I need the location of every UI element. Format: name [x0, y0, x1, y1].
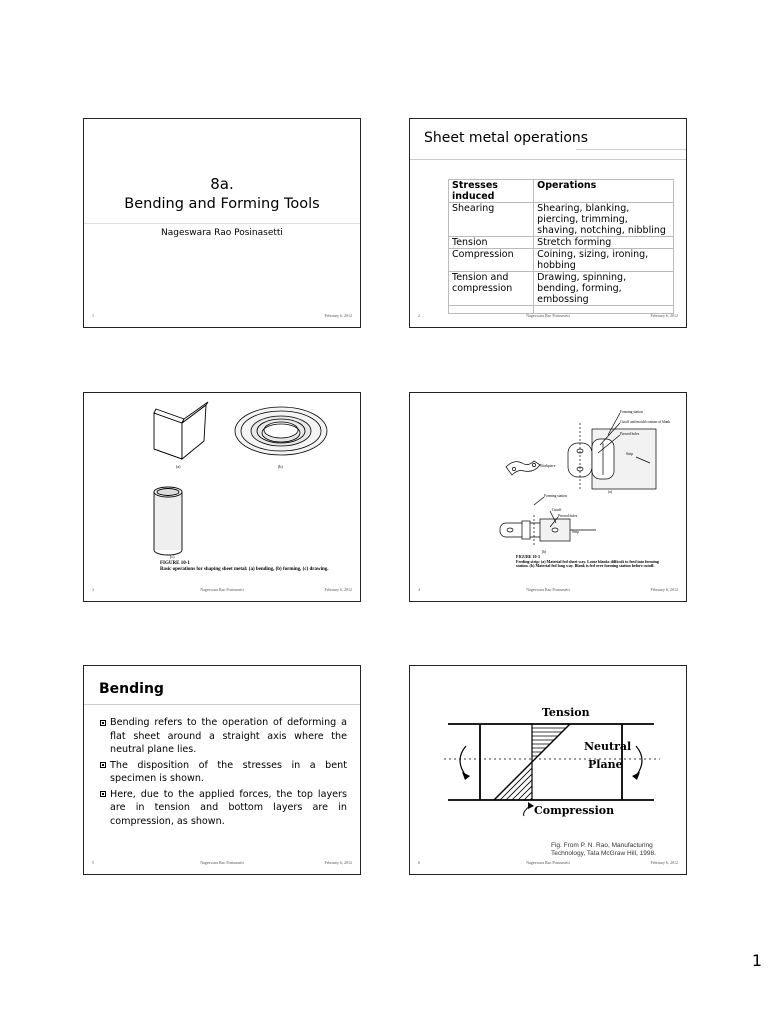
figure-caption-text: Basic operations for shaping sheet metal: (a) bending, (b) forming, (c) drawing. — [160, 566, 329, 572]
footer-number: 6 — [418, 860, 420, 865]
slide-header — [84, 666, 360, 705]
list-item — [100, 759, 347, 786]
bullet-text: The disposition of the stresses in a bent specimen is shown. — [110, 759, 347, 784]
formed-ring-drawing — [235, 407, 327, 455]
left-moment-arrow — [460, 746, 466, 776]
label-cutoff: Cutoff and mould contour of blank — [620, 420, 671, 424]
figure-caption-title: FIGURE 10-1 — [160, 561, 190, 566]
list-item — [100, 716, 347, 757]
table-cell: Shearing, blanking, piercing, trimming, shaving, notching, nibbling — [534, 203, 674, 237]
slide-bending-stress-diagram — [409, 665, 687, 875]
tension-label: Tension — [542, 706, 590, 719]
table-cell: Drawing, spinning, bending, forming, embossing — [534, 272, 674, 306]
slide-footer — [92, 587, 352, 595]
label-pierced-holes-2: Pierced holes — [558, 514, 578, 518]
label-c: (c) — [170, 554, 175, 559]
citation-line: Fig. From P. N. Rao, Manufacturing — [551, 842, 653, 849]
citation-line: Technology, Tata McGraw Hill, 1998. — [551, 850, 656, 857]
footer-author: Nageswara Rao Posinasetti — [200, 587, 244, 592]
slide-figure-10-3 — [409, 392, 687, 602]
bullet-text: Bending refers to the operation of deforming a flat sheet around a straight axis where the neutral plane lies. — [110, 717, 347, 755]
table-header-operations: Operations — [534, 180, 674, 203]
label-forming-station-2: Forming station — [544, 494, 567, 498]
footer-number: 4 — [418, 587, 420, 592]
slide-footer — [418, 860, 678, 868]
footer-date: February 6, 2012 — [324, 313, 352, 318]
stress-diagram — [410, 666, 686, 836]
label-strip: Strip — [626, 452, 633, 456]
table-cell: Coining, sizing, ironing, hobbing — [534, 249, 674, 272]
drawn-cup-drawing — [154, 487, 182, 555]
bent-sheet-drawing — [154, 402, 208, 459]
label-b: (b) — [278, 464, 283, 469]
footer-number: 5 — [92, 860, 94, 865]
table-header-stresses: Stresses induced — [449, 180, 534, 203]
bullet-box-icon — [100, 720, 106, 726]
footer-author: Nageswara Rao Posinasetti — [526, 587, 570, 592]
figure-caption-text: Feeding strip: (a) Material fed sheet way. Loose blanks difficult to feed into forming station. (b) Material fed long way. Blank is fed over forming station before cutoff. — [516, 558, 659, 569]
label-cutoff-2: Cutoff — [552, 508, 562, 512]
sheet-metal-figure — [84, 393, 360, 573]
header-rule — [576, 149, 686, 150]
slide-heading: Sheet metal operations — [424, 130, 589, 146]
slide-number-heading: 8a. — [210, 175, 234, 193]
author: Nageswara Rao Posinasetti — [161, 228, 283, 238]
footer-date: February 6, 2012 — [324, 860, 352, 865]
slide-bending — [83, 665, 361, 875]
page-number: 1 — [751, 951, 762, 970]
label-part-a: (a) — [608, 490, 612, 494]
footer-number: 3 — [92, 587, 94, 592]
footer-number: 1 — [92, 313, 94, 318]
footer-author: Nageswara Rao Posinasetti — [200, 860, 244, 865]
table-cell: Stretch forming — [534, 237, 674, 249]
footer-date: February 6, 2012 — [650, 587, 678, 592]
list-item — [100, 788, 347, 829]
label-forming-station: Forming station — [620, 410, 643, 414]
table-cell: Tension and compression — [449, 272, 534, 306]
table-cell: Compression — [449, 249, 534, 272]
footer-date: February 6, 2012 — [324, 587, 352, 592]
figure-citation — [551, 842, 656, 858]
table-cell: Shearing — [449, 203, 534, 237]
label-pierced-holes: Pierced holes — [620, 432, 640, 436]
table-row — [449, 272, 674, 306]
figure-caption — [160, 561, 340, 572]
label-workpiece: Workpiece — [540, 464, 556, 468]
right-moment-arrow — [636, 746, 642, 776]
table-row — [449, 203, 674, 237]
neutral-label: Neutral — [584, 740, 632, 753]
compression-label: Compression — [534, 804, 615, 817]
slide-header — [410, 119, 686, 160]
figure-caption-title: FIGURE 10-3 — [516, 554, 540, 559]
label-strip-2: Strip — [572, 530, 579, 534]
plane-label: Plane — [588, 758, 623, 771]
footer-date: February 6, 2012 — [650, 860, 678, 865]
footer-number: 2 — [418, 313, 420, 318]
slide-footer — [418, 587, 678, 595]
feeding-strip-figure — [410, 393, 686, 563]
footer-author: Nageswara Rao Posinasetti — [526, 860, 570, 865]
bullet-box-icon — [100, 791, 106, 797]
bullet-text: Here, due to the applied forces, the top layers are in tension and bottom layers are in compression, as shown. — [110, 788, 347, 827]
figure-caption — [516, 555, 666, 569]
slide-title-text: Bending and Forming Tools — [124, 196, 320, 212]
table-row — [449, 237, 674, 249]
slide-footer — [92, 860, 352, 868]
slide-title — [83, 118, 361, 328]
bullet-list — [100, 716, 347, 830]
label-part-b: (b) — [542, 550, 547, 554]
footer-date: February 6, 2012 — [650, 313, 678, 318]
tension-hatch — [532, 728, 575, 756]
footer-author: Nageswara Rao Posinasetti — [526, 313, 570, 318]
slide-heading: Bending — [99, 681, 164, 697]
slide-footer — [418, 313, 678, 321]
slide-footer — [92, 313, 352, 321]
label-a: (a) — [176, 464, 181, 469]
slide-figure-10-1 — [83, 392, 361, 602]
slide-sheet-metal-operations — [409, 118, 687, 328]
operations-table — [448, 179, 674, 314]
table-row — [449, 249, 674, 272]
bullet-box-icon — [100, 762, 106, 768]
table-cell: Tension — [449, 237, 534, 249]
